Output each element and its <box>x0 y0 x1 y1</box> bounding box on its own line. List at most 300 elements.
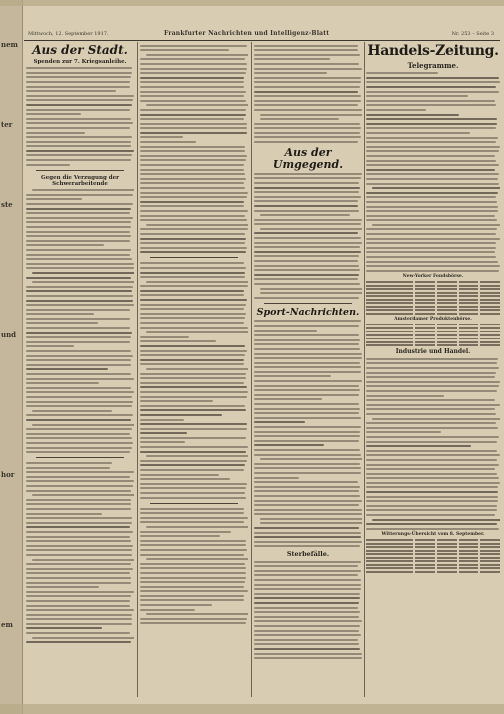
strip-fragment: nem <box>1 40 18 49</box>
text-line <box>140 595 244 597</box>
text-line <box>26 609 134 611</box>
text-line <box>254 63 359 65</box>
text-line <box>26 127 130 129</box>
table-cell <box>459 553 479 555</box>
text-line <box>26 240 130 242</box>
text-line <box>366 228 497 230</box>
text-line <box>254 385 359 387</box>
text-line <box>366 183 499 185</box>
text-line <box>254 49 358 51</box>
table-cell <box>437 560 457 562</box>
section-heading: Handels-Zeitung. <box>367 43 499 59</box>
text-line <box>26 545 133 547</box>
text-line <box>366 141 496 143</box>
table-cell <box>366 571 413 573</box>
table-cell <box>437 338 457 340</box>
text-line <box>26 378 134 380</box>
strip-fragment: ste <box>1 200 13 209</box>
text-line <box>26 164 70 166</box>
text-line <box>26 341 130 343</box>
table-cell <box>437 546 457 548</box>
text-line <box>140 508 244 510</box>
text-line <box>254 200 358 202</box>
text-line <box>140 100 246 102</box>
text-line <box>140 290 244 292</box>
text-line <box>254 54 360 56</box>
text-line <box>140 350 247 352</box>
table-cell <box>480 550 500 552</box>
text-line <box>140 72 246 74</box>
text-line <box>140 262 244 264</box>
text-line <box>366 381 500 383</box>
article-body <box>366 72 500 272</box>
text-line <box>32 189 134 191</box>
text-line <box>140 437 246 439</box>
text-line <box>26 447 132 449</box>
table-row <box>366 338 500 340</box>
table-cell <box>437 334 457 336</box>
text-line <box>140 386 247 388</box>
text-line <box>26 563 131 565</box>
text-line <box>140 572 246 574</box>
text-line <box>26 263 134 265</box>
text-line <box>366 477 499 479</box>
text-line <box>366 91 499 93</box>
table-cell <box>366 338 413 340</box>
article-subhead: Spenden zur 7. Kriegsanleihe. <box>33 58 127 65</box>
text-line <box>366 385 499 387</box>
text-line <box>366 215 495 217</box>
table-cell <box>437 285 457 287</box>
text-line <box>254 353 362 355</box>
table-cell <box>437 553 457 555</box>
article-subhead: Gegen die Verzugung der Schwerarbeitende <box>41 174 119 187</box>
article-body <box>26 67 134 165</box>
text-line <box>140 233 245 235</box>
table-cell <box>459 292 479 294</box>
column-surroundings-sport <box>254 42 362 697</box>
text-line <box>366 219 497 221</box>
text-line <box>254 620 362 622</box>
table-title: Amsterdamer Produktenbörse. <box>394 316 472 322</box>
text-line <box>254 426 361 428</box>
table-row <box>366 313 500 315</box>
text-line <box>140 123 247 125</box>
table-cell <box>366 543 413 545</box>
table-cell <box>437 564 457 566</box>
text-line <box>140 535 220 537</box>
table-cell <box>459 288 479 290</box>
text-line <box>366 127 496 129</box>
text-line <box>366 486 498 488</box>
table-cell <box>415 560 435 562</box>
text-line <box>254 182 359 184</box>
text-line <box>26 290 132 292</box>
table-cell <box>415 341 435 343</box>
table-cell <box>415 324 435 326</box>
text-line <box>254 509 362 511</box>
text-line <box>366 233 496 235</box>
text-line <box>146 455 248 457</box>
text-line <box>26 258 132 260</box>
article-separator <box>36 457 124 458</box>
table-cell <box>415 299 435 301</box>
table-cell <box>366 567 413 569</box>
text-line <box>254 657 362 659</box>
text-line <box>140 354 245 356</box>
text-line <box>366 376 495 378</box>
text-line <box>254 435 360 437</box>
text-line <box>26 327 130 329</box>
text-line <box>26 540 131 542</box>
text-line <box>254 421 305 423</box>
text-line <box>26 401 133 403</box>
table-cell <box>366 539 413 541</box>
text-line <box>140 304 246 306</box>
text-line <box>254 297 359 299</box>
table-cell <box>437 313 457 315</box>
text-line <box>254 251 361 253</box>
table-cell <box>437 288 457 290</box>
table-title: New-Yorker Fondsbörse. <box>402 274 464 280</box>
text-line <box>254 366 361 368</box>
text-line <box>254 232 358 234</box>
text-line <box>140 228 248 230</box>
text-line <box>254 653 362 655</box>
text-line <box>366 395 444 397</box>
text-line <box>26 235 131 237</box>
text-line <box>260 522 362 524</box>
text-line <box>254 477 299 479</box>
table-cell <box>459 309 479 311</box>
text-line <box>254 486 360 488</box>
text-line <box>140 577 246 579</box>
text-line <box>26 249 131 251</box>
article-body <box>254 173 362 299</box>
text-line <box>140 173 245 175</box>
table-cell <box>366 546 413 548</box>
text-line <box>140 590 248 592</box>
text-line <box>254 246 360 248</box>
text-line <box>254 541 362 543</box>
table-row <box>366 344 500 346</box>
text-line <box>140 345 245 347</box>
table-cell <box>459 557 479 559</box>
table-cell <box>480 299 500 301</box>
text-line <box>26 554 132 556</box>
text-line <box>26 414 133 416</box>
text-line <box>26 217 133 219</box>
table-cell <box>480 341 500 343</box>
text-line <box>26 122 133 124</box>
text-line <box>140 512 244 514</box>
text-line <box>366 123 497 125</box>
text-line <box>140 95 244 97</box>
text-line <box>26 267 134 269</box>
article-body <box>254 45 362 143</box>
article-separator <box>150 257 238 258</box>
table-cell <box>437 557 457 559</box>
text-line <box>140 609 195 611</box>
text-line <box>26 208 131 210</box>
table-cell <box>480 539 500 541</box>
text-line <box>366 146 500 148</box>
text-line <box>366 178 498 180</box>
table-row <box>366 327 500 329</box>
table-cell <box>459 550 479 552</box>
table-cell <box>459 285 479 287</box>
table-row <box>366 557 500 559</box>
text-line <box>26 332 132 334</box>
column-rule <box>137 42 138 697</box>
text-line <box>140 159 246 161</box>
text-line <box>366 132 470 134</box>
text-line <box>254 454 361 456</box>
text-line <box>254 72 327 74</box>
table-cell <box>366 560 413 562</box>
table-cell <box>366 295 413 297</box>
text-line <box>32 637 134 639</box>
table-cell <box>366 281 413 283</box>
section-heading: Sport-Nachrichten. <box>256 306 360 318</box>
table-cell <box>415 331 435 333</box>
text-line <box>140 554 244 556</box>
text-line <box>254 196 361 198</box>
text-line <box>26 141 131 143</box>
text-line <box>254 91 358 93</box>
text-line <box>26 359 131 361</box>
table-cell <box>415 302 435 304</box>
text-line <box>140 109 246 111</box>
table-cell <box>480 285 500 287</box>
table-cell <box>366 550 413 552</box>
text-line <box>372 418 500 420</box>
text-line <box>254 504 359 506</box>
table-row <box>366 571 500 573</box>
text-line <box>254 274 359 276</box>
text-line <box>254 58 330 60</box>
table-cell <box>437 302 457 304</box>
table-cell <box>480 327 500 329</box>
text-line <box>254 191 359 193</box>
text-line <box>254 320 361 322</box>
table-row <box>366 331 500 333</box>
text-line <box>140 155 247 157</box>
text-line <box>254 237 361 239</box>
text-line <box>366 523 497 525</box>
table-cell <box>415 564 435 566</box>
table-cell <box>366 309 413 311</box>
text-line <box>26 623 132 625</box>
text-line <box>26 382 99 384</box>
text-line <box>26 632 130 634</box>
text-line <box>254 389 360 391</box>
text-line <box>254 278 358 280</box>
text-line <box>366 459 497 461</box>
article-body <box>254 320 362 547</box>
table-cell <box>480 543 500 545</box>
table-row <box>366 295 500 297</box>
text-line <box>260 214 350 216</box>
text-line <box>140 469 244 471</box>
table-cell <box>366 331 413 333</box>
text-line <box>254 394 359 396</box>
text-line <box>254 417 361 419</box>
table-cell <box>480 295 500 297</box>
text-line <box>366 270 499 272</box>
column-commerce <box>366 42 500 697</box>
table-cell <box>437 331 457 333</box>
text-line <box>140 540 246 542</box>
table-cell <box>415 344 435 346</box>
table-cell <box>437 295 457 297</box>
text-line <box>140 483 247 485</box>
text-line <box>366 390 497 392</box>
text-line <box>140 586 244 588</box>
text-line <box>140 618 247 620</box>
table-cell <box>415 295 435 297</box>
text-line <box>254 565 358 567</box>
stock-table <box>366 281 500 314</box>
text-line <box>254 495 360 497</box>
table-cell <box>459 327 479 329</box>
text-line <box>366 509 497 511</box>
text-line <box>140 182 244 184</box>
text-line <box>140 150 245 152</box>
text-line <box>366 441 497 443</box>
table-row <box>366 292 500 294</box>
text-line <box>254 77 361 79</box>
table-cell <box>459 341 479 343</box>
table-row <box>366 302 500 304</box>
strip-fragment: und <box>1 330 17 339</box>
strip-fragment: hor <box>1 470 15 479</box>
text-line <box>254 584 361 586</box>
text-line <box>254 639 358 641</box>
table-cell <box>480 334 500 336</box>
text-line <box>140 563 245 565</box>
section-heading: Aus der Umgegend. <box>272 146 344 171</box>
weather-table <box>366 539 500 572</box>
table-cell <box>459 338 479 340</box>
text-line <box>254 265 359 267</box>
text-line <box>366 367 499 369</box>
text-line <box>26 536 130 538</box>
text-line <box>366 500 498 502</box>
text-line <box>366 256 496 258</box>
text-line <box>26 300 133 302</box>
text-line <box>140 81 244 83</box>
text-line <box>26 508 131 510</box>
text-line <box>26 67 132 69</box>
table-cell <box>480 313 500 315</box>
text-line <box>366 100 495 102</box>
text-line <box>254 570 361 572</box>
table-row <box>366 550 500 552</box>
text-line <box>140 492 245 494</box>
table-cell <box>459 571 479 573</box>
column-news-continued <box>140 42 248 697</box>
table-cell <box>415 327 435 329</box>
text-line <box>366 528 499 530</box>
text-line <box>372 519 500 521</box>
text-line <box>26 221 131 223</box>
table-cell <box>459 546 479 548</box>
table-cell <box>415 543 435 545</box>
text-line <box>26 368 108 370</box>
text-line <box>254 339 360 341</box>
text-line <box>254 597 360 599</box>
table-cell <box>366 313 413 315</box>
text-line <box>140 336 189 338</box>
text-line <box>26 531 133 533</box>
table-cell <box>480 567 500 569</box>
text-line <box>26 517 132 519</box>
table-cell <box>415 550 435 552</box>
text-line <box>26 295 133 297</box>
text-line <box>26 627 102 629</box>
text-line <box>140 242 245 244</box>
text-line <box>140 396 247 398</box>
text-line <box>140 196 247 198</box>
text-line <box>366 358 498 360</box>
text-line <box>254 593 360 595</box>
table-cell <box>415 571 435 573</box>
text-line <box>140 581 245 583</box>
table-row <box>366 285 500 287</box>
text-line <box>254 472 361 474</box>
text-line <box>140 267 246 269</box>
table-cell <box>415 334 435 336</box>
text-line <box>254 375 331 377</box>
text-line <box>140 308 244 310</box>
table-row <box>366 546 500 548</box>
text-line <box>146 526 248 528</box>
text-line <box>26 81 130 83</box>
paper-edge <box>0 704 504 714</box>
text-line <box>366 137 498 139</box>
text-line <box>254 132 360 134</box>
text-line <box>26 419 131 421</box>
text-line <box>254 643 359 645</box>
text-line <box>254 611 360 613</box>
text-line <box>140 215 245 217</box>
text-line <box>26 345 74 347</box>
table-cell <box>437 543 457 545</box>
text-line <box>254 398 322 400</box>
text-line <box>140 359 244 361</box>
text-line <box>26 226 131 228</box>
text-line <box>140 187 245 189</box>
table-cell <box>480 292 500 294</box>
masthead: Frankfurter Nachrichten und Intelligenz-Blatt <box>164 30 330 37</box>
text-line <box>254 648 360 650</box>
table-cell <box>437 550 457 552</box>
text-line <box>254 123 360 125</box>
text-line <box>26 198 82 200</box>
text-line <box>26 304 134 306</box>
text-line <box>254 81 361 83</box>
text-line <box>140 567 246 569</box>
text-line <box>254 269 360 271</box>
table-cell <box>415 309 435 311</box>
table-cell <box>415 546 435 548</box>
table-row <box>366 281 500 283</box>
text-line <box>26 471 134 473</box>
text-line <box>26 231 130 233</box>
text-line <box>140 478 230 480</box>
text-line <box>26 433 130 435</box>
